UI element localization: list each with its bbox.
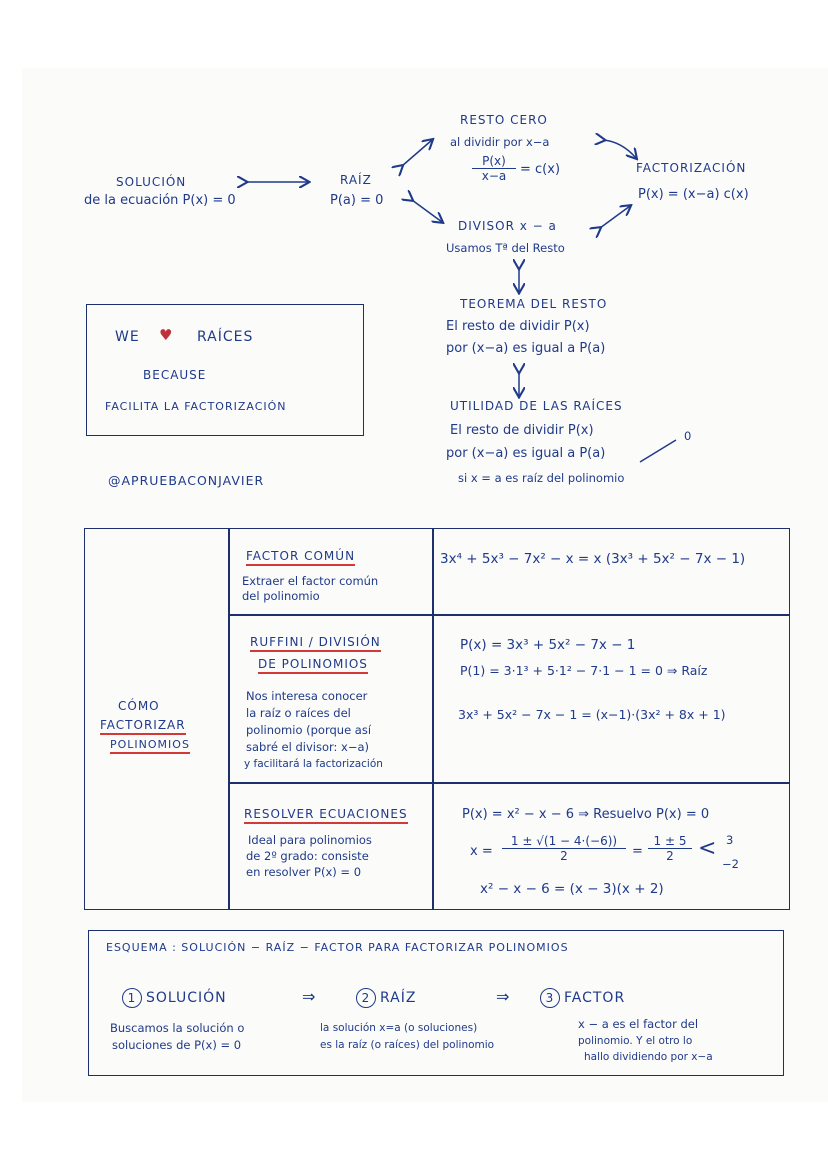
factor-comun-example: 3x⁴ + 5x³ − 7x² − x = x (3x³ + 5x² − 7x − 1) [440,551,746,567]
resto-cero-title: RESTO CERO [460,113,548,127]
divisor-factorizacion-arrow [600,206,630,228]
ruffini-example-2: P(1) = 3·1³ + 5·1² − 7·1 − 1 = 0 ⇒ Raíz [460,663,708,678]
resolver-example-3: x² − x − 6 = (x − 3)(x + 2) [480,881,664,897]
heart-icon: ♥ [159,326,173,344]
resto-equation: = c(x) [520,162,561,177]
raiz-subtitle: P(a) = 0 [330,193,384,208]
resto-factorizacion-arrow [604,140,636,158]
resolver-desc-2: de 2º grado: consiste [246,849,369,863]
root-2: −2 [722,857,739,871]
resto-fraction-numerator: P(x) [482,154,506,168]
ruffini-title-2: DE POLINOMIOS [258,657,368,674]
resto-fraction-denominator: x−a [472,168,516,183]
utilidad-line-2: por (x−a) es igual a P(a) [446,446,606,461]
utilidad-title: UTILIDAD DE LAS RAÍCES [450,399,623,413]
esquema-step-3 [540,988,625,1008]
factor-comun-title: FACTOR COMÚN [246,549,355,566]
teorema-line-1: El resto de dividir P(x) [446,319,590,334]
quadratic-fraction-2 [648,834,692,863]
step-3-label: FACTOR [564,990,626,1006]
side-label-1: CÓMO [118,699,160,713]
ruffini-desc-1: Nos interesa conocer [246,689,368,703]
resolver-desc-1: Ideal para polinomios [248,833,372,847]
table-row-divider-2 [228,782,789,784]
divisor-subtitle: Usamos Tª del Resto [446,241,565,255]
resto-cero-subtitle: al dividir por x−a [450,135,550,149]
factor-comun-desc-2: del polinomio [242,589,320,603]
ruffini-example-3: 3x³ + 5x² − 7x − 1 = (x−1)·(3x² + 8x + 1) [458,707,726,722]
quadratic-equals: = [632,844,643,859]
arrow-1-icon: ⇒ [302,987,316,1006]
quadratic-denominator: 2 [502,848,626,863]
love-raices: RAÍCES [197,329,254,345]
root-1: 3 [726,833,734,847]
ruffini-desc-4: sabré el divisor: x−a) [246,740,370,754]
utilidad-line-3: si x = a es raíz del polinomio [458,471,625,485]
teorema-title: TEOREMA DEL RESTO [460,297,608,311]
esquema-title: ESQUEMA : SOLUCIÓN − RAÍZ − FACTOR PARA FACTORIZAR POLINOMIOS [106,941,569,954]
author-handle: @APRUEBACONJAVIER [108,473,265,488]
resolver-desc-3: en resolver P(x) = 0 [246,865,362,879]
factor-comun-desc-1: Extraer el factor común [242,574,379,588]
step-1-number: 1 [122,988,142,1008]
utilidad-line-1: El resto de dividir P(x) [450,423,594,438]
teorema-line-2: por (x−a) es igual a P(a) [446,341,606,356]
esquema-step-1 [122,988,227,1008]
solucion-title: SOLUCIÓN [116,175,187,189]
step-3-number: 3 [540,988,560,1008]
table-row-divider-1 [228,614,789,616]
quadratic-denominator-2: 2 [648,848,692,863]
step-1-label: SOLUCIÓN [146,990,227,1006]
resolver-title: RESOLVER ECUACIONES [244,807,408,824]
quadratic-numerator-2: 1 ± 5 [653,834,687,848]
love-box [86,304,364,436]
raiz-divisor-arrow [412,200,442,222]
divisor-title: DIVISOR x − a [458,219,557,233]
factorizacion-subtitle: P(x) = (x−a) c(x) [638,187,749,202]
step-2-desc-2: es la raíz (o raíces) del polinomio [320,1039,495,1051]
step-3-desc-3: hallo dividiendo por x−a [584,1051,713,1063]
esquema-step-2 [356,988,416,1008]
step-3-desc-2: polinomio. Y el otro lo [578,1035,693,1047]
step-1-desc-2: soluciones de P(x) = 0 [112,1038,242,1052]
love-we: WE [115,329,140,345]
utilidad-cross-arrow [640,440,676,462]
arrow-2-icon: ⇒ [496,987,510,1006]
step-3-desc-1: x − a es el factor del [578,1017,699,1031]
utilidad-zero: 0 [684,429,692,443]
raiz-title: RAÍZ [340,173,372,187]
raiz-resto-arrow [402,140,432,166]
table-divider-mid [432,528,434,910]
quadratic-fraction [502,834,626,863]
step-2-desc-1: la solución x=a (o soluciones) [320,1022,478,1034]
factorizacion-title: FACTORIZACIÓN [636,161,747,175]
branch-icon: < [698,836,717,861]
table-divider-side [228,528,230,910]
ruffini-desc-2: la raíz o raíces del [246,706,351,720]
ruffini-desc-5: y facilitará la factorización [244,758,383,770]
resolver-example-1: P(x) = x² − x − 6 ⇒ Resuelvo P(x) = 0 [462,807,710,822]
step-1-desc-1: Buscamos la solución o [110,1021,245,1035]
ruffini-desc-3: polinomio (porque así [246,723,372,737]
resolver-x-equals: x = [470,844,493,859]
ruffini-example-1: P(x) = 3x³ + 5x² − 7x − 1 [460,637,636,653]
step-2-number: 2 [356,988,376,1008]
side-label-3: POLINOMIOS [110,738,190,754]
love-facilita: FACILITA LA FACTORIZACIÓN [105,400,287,413]
side-label-2: FACTORIZAR [100,718,186,735]
step-2-label: RAÍZ [380,990,417,1006]
ruffini-title-1: RUFFINI / DIVISIÓN [250,635,381,652]
solucion-subtitle: de la ecuación P(x) = 0 [84,193,236,208]
quadratic-numerator: 1 ± √(1 − 4·(−6)) [510,834,618,848]
love-because: BECAUSE [143,368,207,382]
